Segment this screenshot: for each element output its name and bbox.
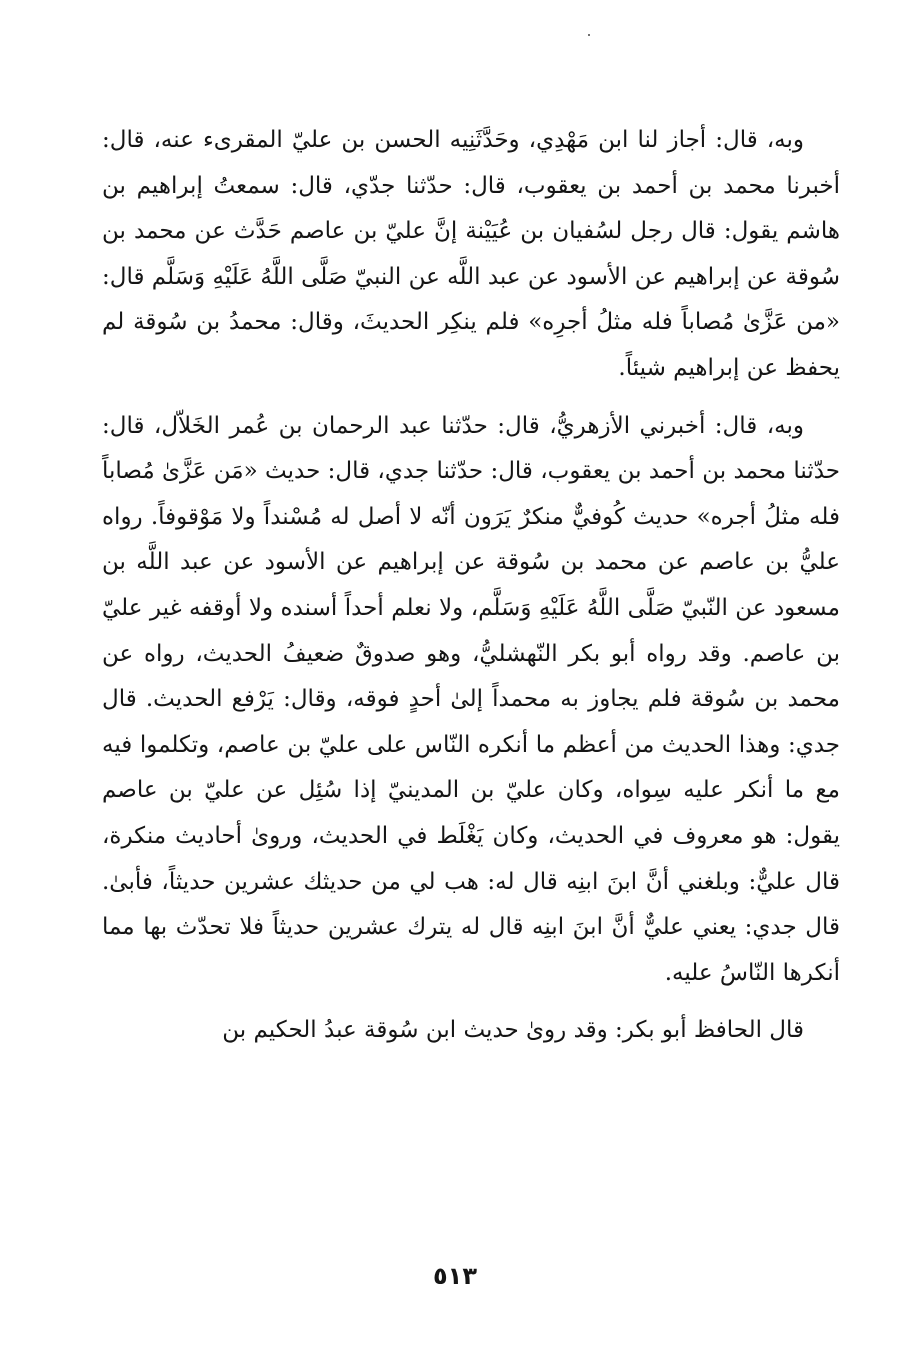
ink-speck	[588, 34, 590, 36]
page-number: ٥١٣	[433, 1262, 477, 1290]
page-body	[102, 118, 840, 1054]
paragraph-2: وبه، قال: أخبرني الأزهريُّ، قال: حدّثنا عبد الرحمان بن عُمر الخَلاّل، قال: حدّثنا محمد بن أحمد بن يعقوب، قال: حدّثنا جدي، قال: حديث «مَن عَزَّىٰ مُصاباً فله مثلُ أجره» حديث كُوفيٌّ منكرٌ يَرَون أنّه لا أصل له مُسْنداً ولا مَوْقوفاً. رواه عليُّ بن عاصم عن محمد بن سُوقة عن إبراهيم عن الأسود عن عبد اللَّه بن مسعود عن النّبيّ صَلَّى اللَّهُ عَلَيْهِ وَسَلَّم، ولا نعلم أحداً أسنده ولا أوقفه غير عليّ بن عاصم. وقد رواه أبو بكر النّهشليُّ، وهو صدوقٌ ضعيفُ الحديث، رواه عن محمد بن سُوقة فلم يجاوز به محمداً إلىٰ أحدٍ فوقه، وقال: يَرْفع الحديث. قال جدي: وهذا الحديث من أعظم ما أنكره النّاس على عليّ بن عاصم، وتكلموا فيه مع ما أنكر عليه سِواه، وكان عليّ بن المدينيّ إذا سُئِل عن عليّ بن عاصم يقول: هو معروف في الحديث، وكان يَغْلَط في الحديث، وروىٰ أحاديث منكرة، قال عليٌّ: وبلغني أنَّ ابنَ ابنِه قال له: هب لي من حديثك عشرين حديثاً، فأبىٰ. قال جدي: يعني عليٌّ أنَّ ابنَ ابنِه قال له يترك عشرين حديثاً فلا تحدّث بها مما أنكرها النّاسُ عليه.	[102, 412, 840, 986]
paragraph-3: قال الحافظ أبو بكر: وقد روىٰ حديث ابن سُوقة عبدُ الحكيم بن	[222, 1017, 804, 1044]
paragraph-1: وبه، قال: أجاز لنا ابن مَهْدِي، وحَدَّثَنِيه الحسن بن عليّ المقرىء عنه، قال: أخبرنا محمد بن أحمد بن يعقوب، قال: حدّثنا جدّي، قال: سمعتُ إبراهيم بن هاشم يقول: قال رجل لسُفيان بن عُيَيْنة إنَّ عليّ بن عاصم حَدَّث عن محمد بن سُوقة عن إبراهيم عن الأسود عن عبد اللَّه عن النبيّ صَلَّى اللَّهُ عَلَيْهِ وَسَلَّم قال: «من عَزَّىٰ مُصاباً فله مثلُ أجرِه» فلم ينكِر الحديثَ، وقال: محمدُ بن سُوقة لم يحفظ عن إبراهيم شيئاً.	[102, 127, 840, 381]
